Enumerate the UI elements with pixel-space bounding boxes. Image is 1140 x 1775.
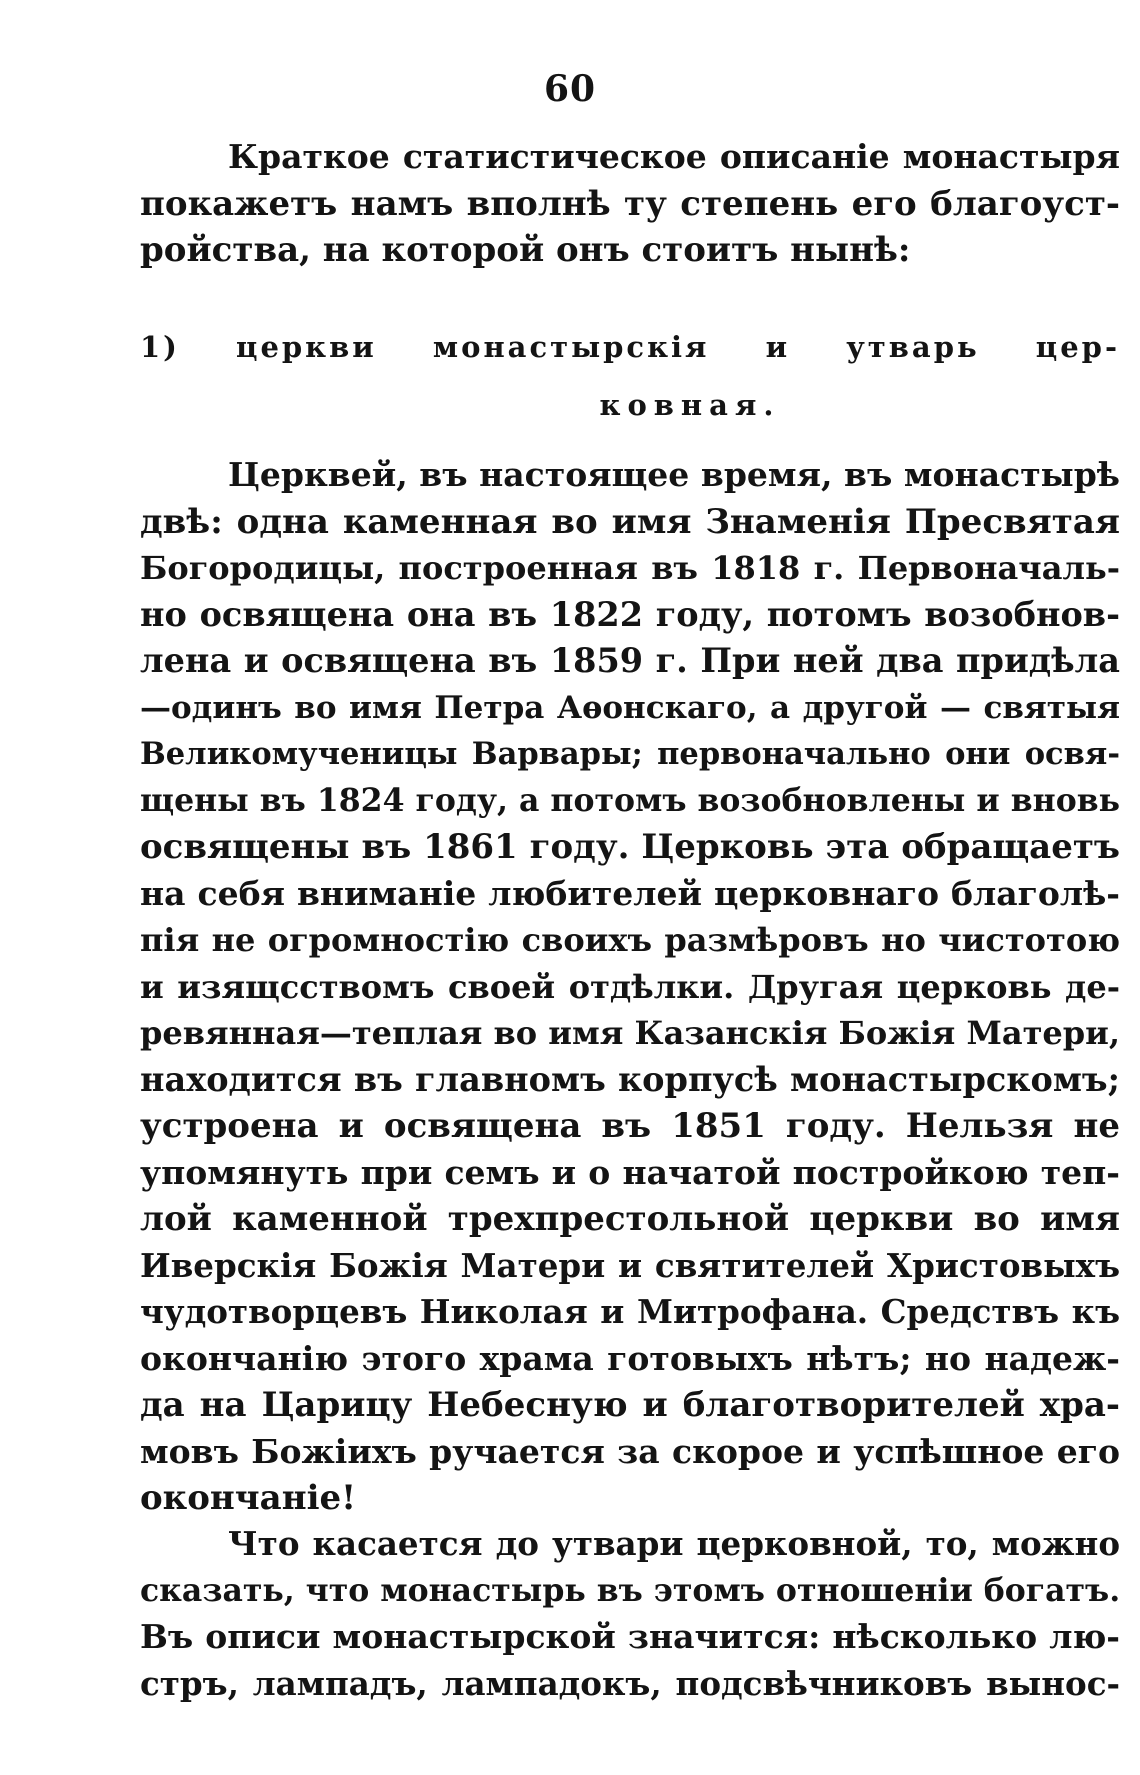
text-line: но освящена она въ 1822 году, потомъ возобнов-	[140, 594, 1120, 634]
text-line: ройства, на которой онъ стоитъ нынѣ:	[140, 230, 911, 270]
text-line: покажетъ намъ вполнѣ ту степень его благоуст-	[140, 183, 1120, 224]
text-line: щены въ 1824 году, а потомъ возобновлены и вновь	[140, 781, 1120, 819]
text-line: пія не огромностію своихъ размѣровъ но чистотою	[140, 921, 1120, 959]
paragraph-utensils	[140, 1521, 1120, 1707]
heading-line: ковная.	[599, 388, 781, 422]
heading-line: 1) церкви монастырскія и утварь цер-	[140, 330, 1120, 364]
section-heading	[140, 318, 1120, 434]
text-line: стръ, лампадъ, лампадокъ, подсвѣчниковъ вынос-	[140, 1663, 1120, 1703]
text-line: на себя вниманіе любителей церковнаго благолѣ-	[140, 873, 1120, 913]
text-line: и изящcствомъ своей отдѣлки. Другая церковь де-	[140, 967, 1120, 1006]
text-line: ревянная—теплая во имя Казанскія Божія Матери,	[140, 1014, 1121, 1052]
text-line: Великомученицы Варвары; первоначально они освя-	[140, 736, 1120, 772]
text-line: Церквей, въ настоящее время, въ монастырѣ	[228, 455, 1120, 494]
page-number: 60	[543, 68, 597, 110]
text-line: сказать, что монастырь въ этомъ отношеніи богатъ.	[140, 1571, 1121, 1609]
text-line: Иверскія Божія Матери и святителей Христовыхъ	[140, 1245, 1120, 1285]
paragraph-churches	[140, 452, 1120, 1522]
text-line: Богородицы, построенная въ 1818 г. Первоначаль-	[140, 549, 1120, 587]
text-line: окончаніе!	[140, 1478, 357, 1518]
text-line: освящены въ 1861 году. Церковь эта обращаетъ	[140, 827, 1120, 867]
text-line: Что касается до утвари церковной, то, можно	[228, 1524, 1120, 1563]
text-line: мовъ Божіихъ ручается за скорое и успѣшное его	[140, 1431, 1120, 1471]
text-line: Краткое статистическое описаніе монастыря	[228, 137, 1120, 176]
text-line: лой каменной трехпрестольной церкви во имя	[140, 1199, 1120, 1239]
intro-paragraph	[140, 134, 1120, 274]
text-line: двѣ: одна каменная во имя Знаменія Пресвятая	[140, 501, 1120, 542]
text-line: Въ описи монастырской значится: нѣсколько лю-	[140, 1617, 1120, 1656]
text-line: устроена и освящена въ 1851 году. Нельзя не	[140, 1106, 1120, 1146]
text-line: лена и освящена въ 1859 г. При ней два придѣла	[140, 641, 1120, 680]
text-line: чудотворцевъ Николая и Митрофана. Средствъ къ	[140, 1292, 1120, 1331]
text-line: —одинъ во имя Петра Аѳонскаго, а другой — святыя	[140, 689, 1120, 726]
text-line: упомянуть при семъ и о начатой постройкою теп-	[140, 1152, 1120, 1192]
text-line: окончанію этого храма готовыхъ нѣтъ; но надеж-	[140, 1338, 1120, 1378]
text-line: находится въ главномъ корпусѣ монастырскомъ;	[140, 1059, 1120, 1099]
text-line: да на Царицу Небесную и благотворителей хра-	[140, 1385, 1120, 1425]
